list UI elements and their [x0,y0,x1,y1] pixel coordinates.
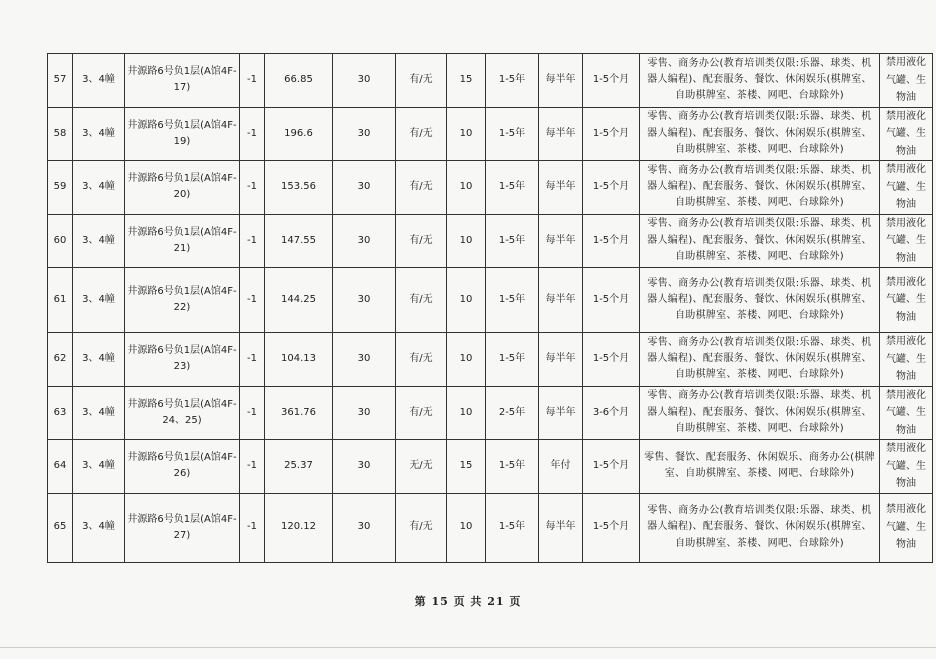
lease-term-cell: 1-5年 [486,107,539,161]
deposit-cell: 10 [447,333,486,387]
floor-cell: -1 [240,268,265,333]
payment-cycle-cell: 每半年 [539,333,583,387]
restriction-cell: 禁用液化气罐、生物油 [880,161,933,215]
row-number-cell: 64 [48,440,73,494]
building-cell: 3、4幢 [73,214,125,268]
permitted-use-cell: 零售、商务办公(教育培训类仅限:乐器、球类、机器人编程)、配套服务、餐饮、休闲娱乐(棋牌室、自助棋牌室、茶楼、网吧、台球除外) [640,493,880,562]
area-cell: 153.56 [265,161,333,215]
permitted-use-cell: 零售、商务办公(教育培训类仅限:乐器、球类、机器人编程)、配套服务、餐饮、休闲娱乐(棋牌室、自助棋牌室、茶楼、网吧、台球除外) [640,268,880,333]
rent-free-period-cell: 1-5个月 [583,107,640,161]
area-cell: 361.76 [265,386,333,440]
rent-free-cell: 有/无 [396,333,447,387]
permitted-use-cell: 零售、商务办公(教育培训类仅限:乐器、球类、机器人编程)、配套服务、餐饮、休闲娱乐(棋牌室、自助棋牌室、茶楼、网吧、台球除外) [640,54,880,108]
address-cell: 井源路6号负1层(A馆4F-24、25) [125,386,240,440]
restriction-cell: 禁用液化气罐、生物油 [880,54,933,108]
table-row [48,386,933,440]
lease-term-cell: 2-5年 [486,386,539,440]
building-cell: 3、4幢 [73,54,125,108]
permitted-use-cell: 零售、商务办公(教育培训类仅限:乐器、球类、机器人编程)、配套服务、餐饮、休闲娱乐(棋牌室、自助棋牌室、茶楼、网吧、台球除外) [640,214,880,268]
lease-term-cell: 1-5年 [486,161,539,215]
row-number-cell: 62 [48,333,73,387]
restriction-cell: 禁用液化气罐、生物油 [880,493,933,562]
row-number-cell: 59 [48,161,73,215]
address-cell: 井源路6号负1层(A馆4F-26) [125,440,240,494]
permitted-use-cell: 零售、商务办公(教育培训类仅限:乐器、球类、机器人编程)、配套服务、餐饮、休闲娱乐(棋牌室、自助棋牌室、茶楼、网吧、台球除外) [640,386,880,440]
row-number-cell: 58 [48,107,73,161]
restriction-cell: 禁用液化气罐、生物油 [880,386,933,440]
building-cell: 3、4幢 [73,107,125,161]
rent-free-cell: 有/无 [396,54,447,108]
rent-free-cell: 有/无 [396,214,447,268]
floor-cell: -1 [240,161,265,215]
table-row [48,161,933,215]
building-cell: 3、4幢 [73,161,125,215]
area-cell: 25.37 [265,440,333,494]
permitted-use-cell: 零售、餐饮、配套服务、休闲娱乐、商务办公(棋牌室、自助棋牌室、茶楼、网吧、台球除外) [640,440,880,494]
rent-free-cell: 无/无 [396,440,447,494]
address-cell: 井源路6号负1层(A馆4F-22) [125,268,240,333]
restriction-cell: 禁用液化气罐、生物油 [880,268,933,333]
deposit-cell: 15 [447,440,486,494]
deposit-cell: 15 [447,54,486,108]
area-cell: 120.12 [265,493,333,562]
table-row [48,268,933,333]
table-row [48,214,933,268]
area-cell: 147.55 [265,214,333,268]
term-cell: 30 [333,440,396,494]
term-cell: 30 [333,54,396,108]
restriction-cell: 禁用液化气罐、生物油 [880,214,933,268]
restriction-cell: 禁用液化气罐、生物油 [880,107,933,161]
term-cell: 30 [333,268,396,333]
address-cell: 井源路6号负1层(A馆4F-27) [125,493,240,562]
page-bottom-divider [0,647,936,648]
floor-cell: -1 [240,107,265,161]
rent-free-period-cell: 1-5个月 [583,214,640,268]
lease-term-cell: 1-5年 [486,214,539,268]
rent-free-period-cell: 1-5个月 [583,333,640,387]
area-cell: 144.25 [265,268,333,333]
term-cell: 30 [333,386,396,440]
area-cell: 196.6 [265,107,333,161]
rent-free-period-cell: 1-5个月 [583,161,640,215]
term-cell: 30 [333,333,396,387]
deposit-cell: 10 [447,161,486,215]
building-cell: 3、4幢 [73,386,125,440]
area-cell: 104.13 [265,333,333,387]
rent-free-cell: 有/无 [396,161,447,215]
payment-cycle-cell: 每半年 [539,107,583,161]
floor-cell: -1 [240,54,265,108]
term-cell: 30 [333,107,396,161]
term-cell: 30 [333,214,396,268]
term-cell: 30 [333,161,396,215]
floor-cell: -1 [240,386,265,440]
row-number-cell: 65 [48,493,73,562]
deposit-cell: 10 [447,386,486,440]
rent-free-cell: 有/无 [396,107,447,161]
rent-free-period-cell: 1-5个月 [583,440,640,494]
rent-free-cell: 有/无 [396,386,447,440]
lease-term-cell: 1-5年 [486,440,539,494]
table-row [48,333,933,387]
restriction-cell: 禁用液化气罐、生物油 [880,440,933,494]
table-row [48,107,933,161]
floor-cell: -1 [240,440,265,494]
row-number-cell: 60 [48,214,73,268]
floor-cell: -1 [240,333,265,387]
address-cell: 井源路6号负1层(A馆4F-21) [125,214,240,268]
row-number-cell: 61 [48,268,73,333]
building-cell: 3、4幢 [73,440,125,494]
table-row [48,54,933,108]
lease-term-cell: 1-5年 [486,333,539,387]
rent-free-cell: 有/无 [396,268,447,333]
deposit-cell: 10 [447,214,486,268]
payment-cycle-cell: 年付 [539,440,583,494]
area-cell: 66.85 [265,54,333,108]
table-row [48,440,933,494]
property-lease-table [47,53,933,563]
building-cell: 3、4幢 [73,493,125,562]
payment-cycle-cell: 每半年 [539,386,583,440]
deposit-cell: 10 [447,107,486,161]
deposit-cell: 10 [447,493,486,562]
address-cell: 井源路6号负1层(A馆4F-17) [125,54,240,108]
term-cell: 30 [333,493,396,562]
payment-cycle-cell: 每半年 [539,493,583,562]
payment-cycle-cell: 每半年 [539,214,583,268]
address-cell: 井源路6号负1层(A馆4F-23) [125,333,240,387]
address-cell: 井源路6号负1层(A馆4F-19) [125,107,240,161]
address-cell: 井源路6号负1层(A馆4F-20) [125,161,240,215]
permitted-use-cell: 零售、商务办公(教育培训类仅限:乐器、球类、机器人编程)、配套服务、餐饮、休闲娱乐(棋牌室、自助棋牌室、茶楼、网吧、台球除外) [640,107,880,161]
rent-free-cell: 有/无 [396,493,447,562]
payment-cycle-cell: 每半年 [539,268,583,333]
rent-free-period-cell: 3-6个月 [583,386,640,440]
rent-free-period-cell: 1-5个月 [583,493,640,562]
permitted-use-cell: 零售、商务办公(教育培训类仅限:乐器、球类、机器人编程)、配套服务、餐饮、休闲娱乐(棋牌室、自助棋牌室、茶楼、网吧、台球除外) [640,161,880,215]
building-cell: 3、4幢 [73,333,125,387]
building-cell: 3、4幢 [73,268,125,333]
row-number-cell: 57 [48,54,73,108]
rent-free-period-cell: 1-5个月 [583,268,640,333]
table-row [48,493,933,562]
page-number-footer: 第 15 页 共 21 页 [414,595,522,608]
restriction-cell: 禁用液化气罐、生物油 [880,333,933,387]
floor-cell: -1 [240,493,265,562]
floor-cell: -1 [240,214,265,268]
row-number-cell: 63 [48,386,73,440]
payment-cycle-cell: 每半年 [539,54,583,108]
rent-free-period-cell: 1-5个月 [583,54,640,108]
deposit-cell: 10 [447,268,486,333]
lease-term-cell: 1-5年 [486,54,539,108]
lease-term-cell: 1-5年 [486,493,539,562]
permitted-use-cell: 零售、商务办公(教育培训类仅限:乐器、球类、机器人编程)、配套服务、餐饮、休闲娱乐(棋牌室、自助棋牌室、茶楼、网吧、台球除外) [640,333,880,387]
lease-term-cell: 1-5年 [486,268,539,333]
payment-cycle-cell: 每半年 [539,161,583,215]
